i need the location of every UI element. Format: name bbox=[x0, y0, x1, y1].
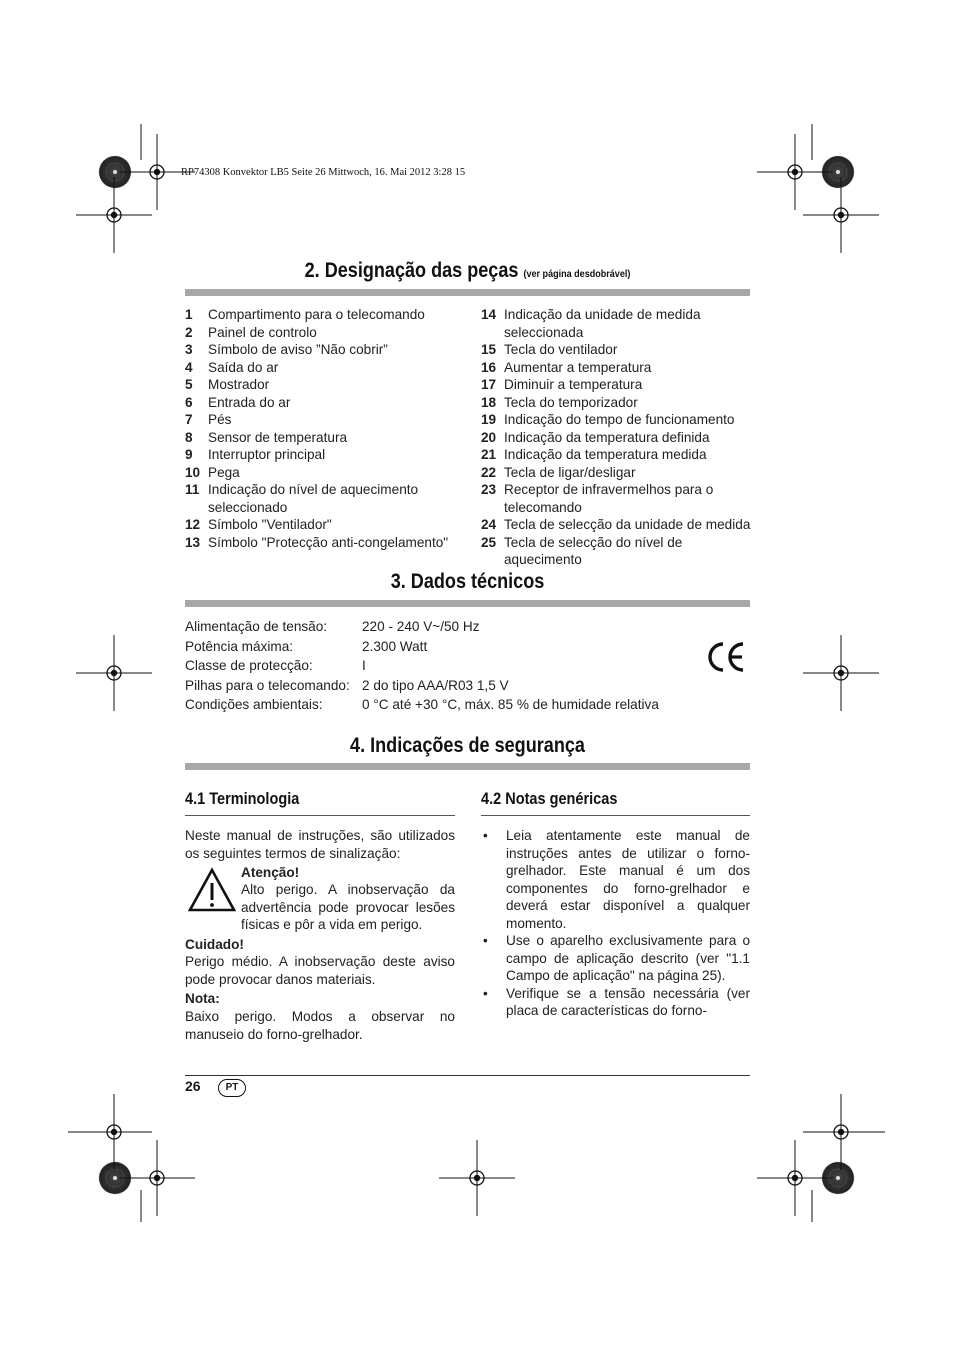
part-number: 1 bbox=[185, 307, 193, 322]
spec-row bbox=[185, 656, 659, 676]
bullet-text: Leia atentamente este manual de instruções antes de utilizar o forno-grelhador. Este manual é um dos componentes do forno-grelhador e deverá estar disponível a qualquer momento. bbox=[506, 828, 750, 931]
parts-list-left bbox=[185, 306, 475, 551]
part-number: 25 bbox=[481, 534, 497, 550]
part-item bbox=[185, 534, 475, 552]
part-label: Pés bbox=[208, 412, 232, 427]
spec-value: 2.300 Watt bbox=[362, 638, 428, 654]
part-number: 18 bbox=[481, 394, 497, 410]
part-item bbox=[185, 429, 475, 447]
part-label: Indicação da temperatura medida bbox=[504, 447, 707, 462]
part-label: Tecla do ventilador bbox=[504, 342, 618, 357]
print-header: RP74308 Konvektor LB5 Seite 26 Mittwoch, 16. Mai 2012 3:28 15 bbox=[181, 167, 466, 178]
part-number: 2 bbox=[185, 324, 193, 340]
warning-text: Alto perigo. A inobservação da advertência pode provocar lesões físicas e pôr a vida em perigo. bbox=[241, 882, 455, 932]
part-number: 6 bbox=[185, 394, 193, 410]
bullet-item bbox=[481, 985, 750, 1020]
part-item bbox=[481, 341, 756, 359]
part-item bbox=[185, 376, 475, 394]
section-2-note: (ver página desdobrável) bbox=[523, 268, 631, 280]
part-item bbox=[481, 411, 756, 429]
generic-notes-list bbox=[481, 827, 750, 1020]
subsection-4-2-title: 4.2 Notas genéricas bbox=[481, 790, 618, 808]
part-item bbox=[481, 376, 756, 394]
part-item bbox=[481, 429, 756, 447]
part-label: Tecla de selecção do nível de aquecimento bbox=[504, 534, 683, 567]
section-4-rule bbox=[185, 763, 750, 770]
part-label: Símbolo "Protecção anti-congelamento" bbox=[208, 534, 449, 550]
part-number: 3 bbox=[185, 342, 193, 357]
footer-rule bbox=[185, 1075, 750, 1076]
section-2-rule bbox=[185, 289, 750, 296]
part-number: 9 bbox=[185, 447, 193, 462]
spec-row bbox=[185, 637, 659, 657]
subsection-4-1-rule bbox=[185, 815, 455, 816]
part-number: 16 bbox=[481, 359, 497, 375]
spec-value: 2 do tipo AAA/R03 1,5 V bbox=[362, 677, 509, 693]
section-2-title: 2. Designação das peças bbox=[304, 259, 519, 282]
bullet-text: Use o aparelho exclusivamente para o campo de aplicação descrito (ver "1.1 Campo de aplicação" na página 25). bbox=[506, 933, 750, 983]
spec-key: Alimentação de tensão: bbox=[185, 619, 328, 635]
part-label: Símbolo "Ventilador" bbox=[208, 517, 332, 532]
part-item bbox=[481, 516, 756, 534]
part-number: 13 bbox=[185, 534, 201, 550]
part-item bbox=[185, 394, 475, 412]
part-label: Mostrador bbox=[208, 377, 270, 392]
spec-value: I bbox=[362, 658, 366, 674]
bullet-icon: • bbox=[483, 828, 488, 843]
part-label: Diminuir a temperatura bbox=[504, 377, 643, 392]
part-label: Símbolo de aviso ”Não cobrir” bbox=[208, 342, 388, 357]
spec-key: Classe de protecção: bbox=[185, 658, 313, 674]
part-item bbox=[481, 446, 756, 464]
spec-key: Condições ambientais: bbox=[185, 697, 323, 713]
parts-list-right bbox=[481, 306, 756, 569]
warning-triangle-icon bbox=[187, 867, 237, 913]
terminology-intro: Neste manual de instruções, são utilizados os seguintes termos de sinalização: bbox=[185, 828, 455, 861]
part-number: 23 bbox=[481, 482, 497, 497]
caution-heading: Cuidado! bbox=[185, 937, 244, 952]
language-badge: PT bbox=[218, 1079, 246, 1097]
part-item bbox=[481, 306, 756, 341]
part-item bbox=[185, 324, 475, 342]
ce-mark-icon bbox=[706, 640, 746, 674]
note-heading: Nota: bbox=[185, 991, 220, 1006]
spec-row bbox=[185, 676, 659, 696]
spec-value: 220 - 240 V~/50 Hz bbox=[362, 619, 480, 635]
page-number: 26 bbox=[185, 1078, 201, 1094]
part-number: 7 bbox=[185, 412, 193, 427]
section-3-rule bbox=[185, 600, 750, 607]
part-label: Interruptor principal bbox=[208, 447, 326, 462]
part-label: Indicação do nível de aquecimento seleccionado bbox=[208, 482, 419, 515]
part-number: 8 bbox=[185, 429, 193, 445]
part-item bbox=[481, 394, 756, 412]
part-label: Indicação do tempo de funcionamento bbox=[504, 412, 735, 427]
part-number: 11 bbox=[185, 482, 200, 497]
part-item bbox=[185, 516, 475, 534]
caution-text: Perigo médio. A inobservação deste aviso pode provocar danos materiais. bbox=[185, 954, 455, 987]
part-item bbox=[185, 446, 475, 464]
part-label: Tecla de selecção da unidade de medida bbox=[504, 517, 751, 532]
part-label: Sensor de temperatura bbox=[208, 429, 348, 445]
warning-heading: Atenção! bbox=[241, 865, 300, 880]
part-item bbox=[481, 481, 756, 516]
part-label: Pega bbox=[208, 464, 240, 480]
part-item bbox=[185, 341, 475, 359]
part-item bbox=[185, 481, 475, 516]
part-label: Tecla do temporizador bbox=[504, 394, 638, 410]
part-label: Indicação da temperatura definida bbox=[504, 429, 710, 445]
part-item bbox=[481, 359, 756, 377]
part-item bbox=[481, 464, 756, 482]
part-label: Tecla de ligar/desligar bbox=[504, 464, 636, 480]
bullet-item bbox=[481, 827, 750, 932]
part-label: Receptor de infravermelhos para o telecomando bbox=[504, 482, 714, 515]
bullet-text: Verifique se a tensão necessária (ver placa de características do forno- bbox=[506, 985, 750, 1018]
part-number: 5 bbox=[185, 377, 193, 392]
part-number: 14 bbox=[481, 307, 497, 322]
spec-row bbox=[185, 695, 659, 715]
part-number: 10 bbox=[185, 464, 201, 480]
subsection-4-1-title: 4.1 Terminologia bbox=[185, 790, 300, 808]
section-4-title: 4. Indicações de segurança bbox=[350, 734, 585, 757]
part-label: Indicação da unidade de medida seleccionada bbox=[504, 307, 701, 340]
part-number: 24 bbox=[481, 517, 497, 532]
part-number: 19 bbox=[481, 412, 497, 427]
technical-specs-table bbox=[185, 617, 659, 715]
part-number: 15 bbox=[481, 342, 497, 357]
part-number: 12 bbox=[185, 517, 201, 532]
part-label: Entrada do ar bbox=[208, 394, 291, 410]
part-number: 22 bbox=[481, 464, 497, 480]
part-number: 17 bbox=[481, 377, 497, 392]
bullet-icon: • bbox=[483, 933, 488, 948]
bullet-item bbox=[481, 932, 750, 985]
part-item bbox=[481, 534, 756, 569]
part-item bbox=[185, 464, 475, 482]
spec-key: Potência máxima: bbox=[185, 638, 294, 654]
part-number: 21 bbox=[481, 447, 497, 462]
part-item bbox=[185, 306, 475, 324]
note-text: Baixo perigo. Modos a observar no manuseio do forno-grelhador. bbox=[185, 1009, 455, 1042]
spec-key: Pilhas para o telecomando: bbox=[185, 677, 350, 693]
subsection-4-2-rule bbox=[481, 815, 750, 816]
part-number: 20 bbox=[481, 429, 497, 445]
part-item bbox=[185, 411, 475, 429]
part-label: Painel de controlo bbox=[208, 324, 317, 340]
section-2-heading bbox=[225, 259, 711, 283]
part-label: Saída do ar bbox=[208, 359, 279, 375]
spec-row bbox=[185, 617, 659, 637]
part-label: Compartimento para o telecomando bbox=[208, 307, 425, 322]
part-label: Aumentar a temperatura bbox=[504, 359, 652, 375]
section-3-title: 3. Dados técnicos bbox=[390, 570, 545, 593]
part-number: 4 bbox=[185, 359, 193, 375]
part-item bbox=[185, 359, 475, 377]
spec-value: 0 °C até +30 °C, máx. 85 % de humidade relativa bbox=[362, 697, 659, 713]
bullet-icon: • bbox=[483, 985, 488, 1001]
